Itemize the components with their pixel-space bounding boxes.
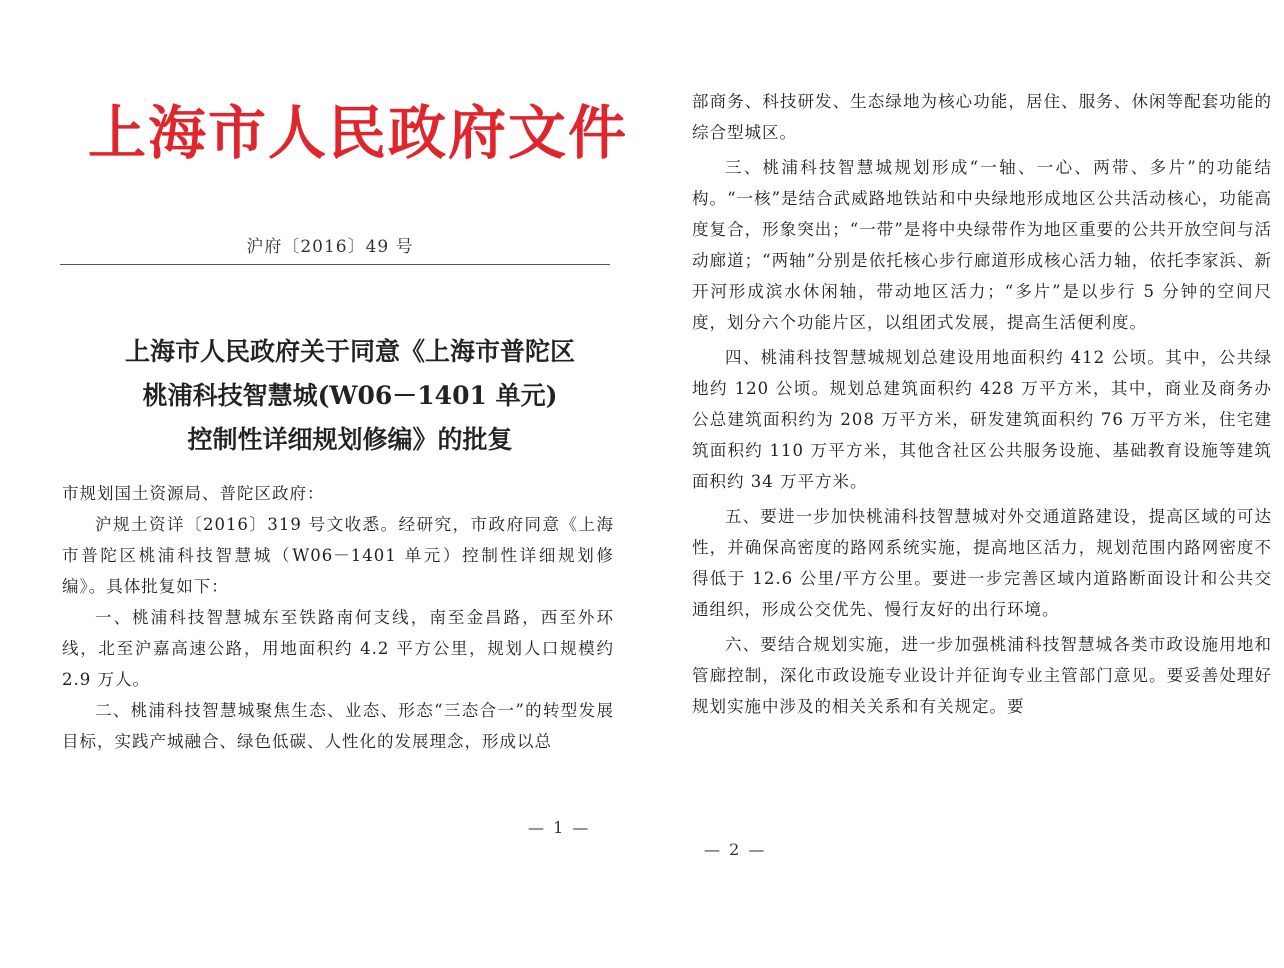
page-1-body xyxy=(62,478,614,757)
page-2-body xyxy=(692,86,1272,726)
document-title-line-3: 控制性详细规划修编》的批复 xyxy=(187,425,513,454)
paragraph-4: 四、桃浦科技智慧城规划总建设用地面积约 412 公顷。其中，公共绿地约 120 公顷。规划总建筑面积约 428 万平方米，其中，商业及商务办公总建筑面积约为 208 万平方米，研发建筑面积约 76 万平方米，住宅建筑面积约 110 万平方米，其他含社区公共服务设施、基础教育设施等建筑面积约 34 万平方米。 xyxy=(692,348,1272,491)
paragraph-2-continuation: 部商务、科技研发、生态绿地为核心功能，居住、服务、休闲等配套功能的综合型城区。 xyxy=(692,92,1272,142)
paragraph-2: 二、桃浦科技智慧城聚焦生态、业态、形态“三态合一”的转型发展目标，实践产城融合、绿色低碳、人性化的发展理念，形成以总 xyxy=(62,701,614,751)
paragraph-intro: 沪规土资详〔2016〕319 号文收悉。经研究，市政府同意《上海市普陀区桃浦科技智慧城（W06－1401 单元）控制性详细规划修编》。具体批复如下： xyxy=(62,515,614,596)
masthead-divider xyxy=(60,264,610,265)
document-title-line-2: 桃浦科技智慧城(W06－1401 单元) xyxy=(142,381,558,410)
paragraph-3: 三、桃浦科技智慧城规划形成“一轴、一心、两带、多片”的功能结构。“一核”是结合武威路地铁站和中央绿地形成地区公共活动核心，功能高度复合，形象突出；“一带”是将中央绿带作为地区重要的公共开放空间与活动廊道；“两轴”分别是依托核心步行廊道形成核心活力轴，依托李家浜、新开河形成滨水休闲轴，带动地区活力；“多片”是以步行 5 分钟的空间尺度，划分六个功能片区，以组团式发展，提高生活便利度。 xyxy=(692,158,1272,332)
paragraph-5: 五、要进一步加快桃浦科技智慧城对外交通道路建设，提高区域的可达性，并确保高密度的路网系统实施，提高地区活力，规划范围内路网密度不得低于 12.6 公里/平方公里。要进一步完善区域内道路断面设计和公共交通组织，形成公交优先、慢行友好的出行环境。 xyxy=(692,507,1272,619)
paragraph-6: 六、要结合规划实施，进一步加强桃浦科技智慧城各类市政设施用地和管廊控制，深化市政设施专业设计并征询专业主管部门意见。要妥善处理好规划实施中涉及的相关关系和有关规定。要 xyxy=(692,635,1272,716)
page-number-2: — 2 — xyxy=(704,840,767,859)
addressee: 市规划国土资源局、普陀区政府： xyxy=(62,484,325,503)
document-page-2 xyxy=(660,0,1284,968)
document-number: 沪府〔2016〕49 号 xyxy=(246,237,414,257)
document-masthead: 上海市人民政府文件 xyxy=(88,99,629,167)
document-title-line-1: 上海市人民政府关于同意《上海市普陀区 xyxy=(124,337,575,366)
page-number-1: — 1 — xyxy=(528,818,591,837)
paragraph-1: 一、桃浦科技智慧城东至铁路南何支线，南至金昌路，西至外环线，北至沪嘉高速公路，用地面积约 4.2 平方公里，规划人口规模约 2.9 万人。 xyxy=(62,608,614,689)
